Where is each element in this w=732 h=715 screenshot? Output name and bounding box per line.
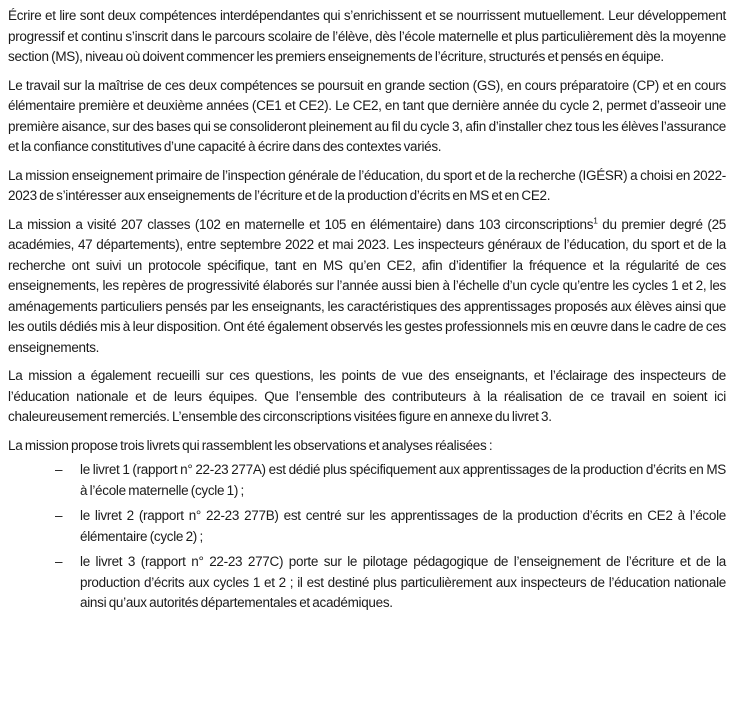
list-item-text: le livret 2 (rapport n° 22-23 277B) est centré sur les apprentissages de la production d’écrits en CE2 à l’école élémentaire (cycle 2) ; (80, 508, 726, 544)
list-item-livret-3 (8, 552, 726, 614)
dash-bullet: – (55, 554, 63, 569)
footnote-reference-1: 1 (593, 215, 598, 225)
paragraph-text-before-footnote: La mission a visité 207 classes (102 en maternelle et 105 en élémentaire) dans 103 circonscriptions (8, 216, 594, 232)
list-item-livret-1 (8, 460, 726, 501)
list-item-livret-2 (8, 506, 726, 547)
paragraph-ecrire-et-lire: Écrire et lire sont deux compétences interdépendantes qui s’enrichissent et se nourrissent mutuellement. Leur développement progressif et continu s’inscrit dans le parcours scolaire de l’élève, dès l’école maternelle et plus particulièrement dès la moyenne section (MS), niveau où doivent commencer les premiers enseignements de l’écriture, structurés et pensés en équipe. (8, 8, 726, 64)
paragraph-remerciements: La mission a également recueilli sur ces questions, les points de vue des enseignants, et l’éclairage des inspecteurs de l’éducation nationale et de leurs équipes. Que l’ensemble des contributeurs à la réalisation de ce travail en soient ici chaleureusement remerciés. L’ensemble des circonscriptions visitées figure en annexe du livret 3. (8, 368, 726, 424)
paragraph-le-travail: Le travail sur la maîtrise de ces deux compétences se poursuit en grande section (GS), en cours préparatoire (CP) et en cours élémentaire première et deuxième années (CE1 et CE2). Le CE2, en tant que dernière année du cycle 2, permet d’asseoir une première aisance, sur des bases qui se consolideront pleinement au fil du cycle 3, afin d’installer chez tous les élèves l’assurance et la confiance constitutives d’une capacité à écrire dans des contextes variés. (8, 77, 726, 154)
list-item-text: le livret 1 (rapport n° 22-23 277A) est dédié plus spécifiquement aux apprentissages de la production d’écrits en MS à l’école maternelle (cycle 1) ; (80, 462, 726, 498)
list-item-text: le livret 3 (rapport n° 22-23 277C) porte sur le pilotage pédagogique de l’enseignement de l’écriture et de la production d’écrits aux cycles 1 et 2 ; il est destiné plus particulièrement aux inspecteurs de l’éducation nationale ainsi qu’aux autorités départementales et académiques. (80, 554, 726, 610)
paragraph-mission-igesr: La mission enseignement primaire de l’inspection générale de l’éducation, du sport et de la recherche (IGÉSR) a choisi en 2022-2023 de s’intéresser aux enseignements de l’écriture et de la production d’écrits en MS et en CE2. (8, 167, 726, 203)
paragraph-text-after-footnote: du premier degré (25 académies, 47 départements), entre septembre 2022 et mai 2023. Les inspecteurs généraux de l’éducation, du sport et de la recherche ont suivi un protocole spécifique, tant en MS qu’en CE2, afin d’identifier la fréquence et la régularité de ces enseignements, les repères de progressivité élaborés sur l’année aussi bien à l’échelle d’un cycle qu’entre les cycles 1 et 2, les aménagements particuliers pensés par les enseignants, les caractéristiques des apprentissages proposés aux élèves ainsi que les outils dédiés mis à leur disposition. Ont été également observés les gestes professionnels mis en œuvre dans le cadre de ces enseignements. (8, 216, 726, 355)
dash-bullet: – (55, 508, 63, 523)
paragraph-mission-visites (8, 215, 726, 359)
paragraph-list-intro: La mission propose trois livrets qui rassemblent les observations et analyses réalisées : (8, 437, 493, 453)
dash-bullet: – (55, 462, 63, 477)
livret-list (8, 460, 726, 614)
